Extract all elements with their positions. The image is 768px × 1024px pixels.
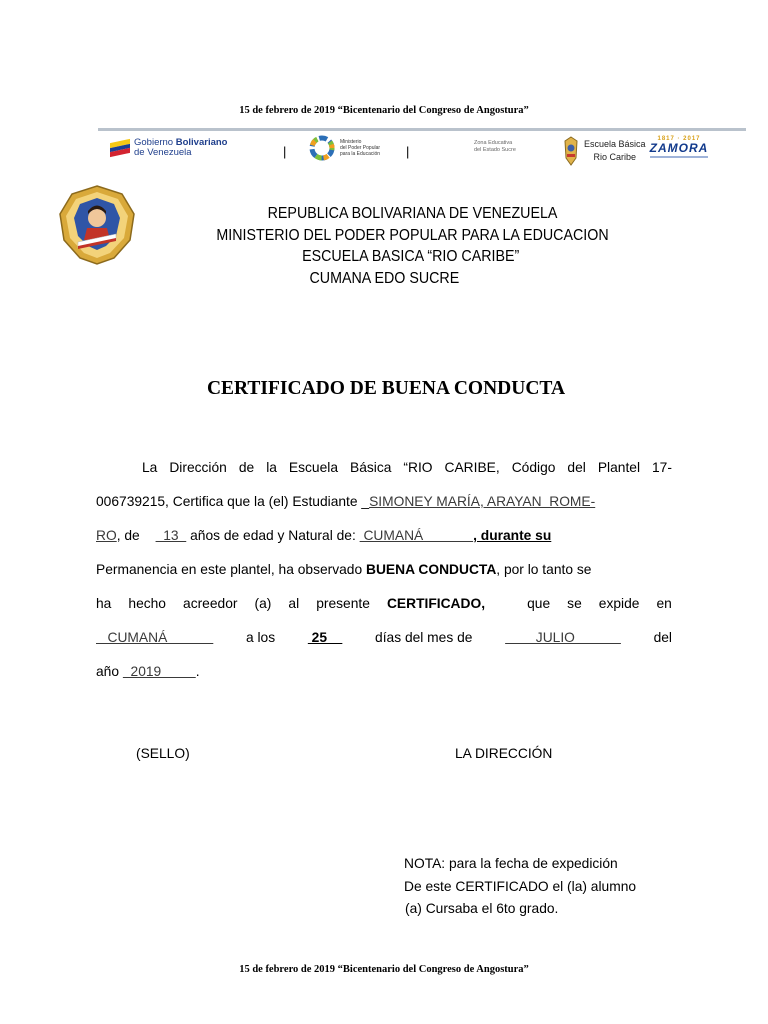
footer-commemorative-date: 15 de febrero de 2019 “Bicentenario del Congreso de Angostura” [239,964,529,975]
ministerio-educacion-logo [308,134,380,162]
body-line-5: ha hecho acreedor (a) al presente CERTIFICADO, que se expide en [96,596,672,611]
document-title: CERTIFICADO DE BUENA CONDUCTA [206,378,566,399]
certificate-body [96,451,672,689]
escuela-rio-caribe-logo [564,136,646,166]
header-commemorative-date: 15 de febrero de 2019 “Bicentenario del Congreso de Angostura” [239,105,529,116]
venezuela-flag-icon [110,139,130,157]
letterhead-school: ESCUELA BASICA “RIO CARIBE” [302,248,520,265]
zamora-years: 1817 · 2017 [657,136,701,142]
zamora-logo [644,136,714,158]
letterhead [31,203,738,289]
issue-city-field: CUMANÁ [96,630,214,645]
ministerio-ring-icon [308,134,336,162]
issue-year-field: 2019 [122,664,196,679]
issue-day-field: 25 [307,630,343,645]
gobierno-bolivariano-logo [110,138,227,158]
note-block [404,853,636,921]
ministerio-text: Ministerio del Poder Popular para la Educación [340,139,381,157]
birthplace-field: CUMANÁ [359,528,474,543]
zona-educativa-logo: Zona Educativa del Estado Sucre [474,140,516,153]
letterhead-location: CUMANA EDO SUCRE [309,269,460,287]
age-field: 13 [155,528,187,543]
issue-month-field: JULIO [505,630,621,645]
banner-divider [98,128,746,131]
seal-label: (SELLO) [136,746,190,761]
direction-signature-label: LA DIRECCIÓN [455,746,553,761]
body-line-4: Permanencia en este plantel, ha observado BUENA CONDUCTA, por lo tanto se [96,562,592,577]
body-line-7: año 2019 . [96,664,200,679]
zamora-name: ZAMORA [649,141,709,155]
student-name-field: SIMONEY MARÍA, ARAYAN ROME- [369,494,596,509]
body-line-3: RO, de 13 años de edad y Natural de: CUMANÁ , durante su [96,528,552,543]
note-line-2: De este CERTIFICADO el (la) alumno [404,878,637,894]
body-line-1: La Dirección de la Escuela Básica “RIO CARIBE, Código del Plantel 17- [142,460,672,475]
note-line-3: (a) Cursaba el 6to grado. [405,901,559,916]
letterhead-republic: REPUBLICA BOLIVARIANA DE VENEZUELA [267,205,558,222]
letterhead-ministry: MINISTERIO DEL PODER POPULAR PARA LA EDUCACION [216,226,609,244]
banner-separator: | [283,144,287,159]
note-line-1: NOTA: para la fecha de expedición [404,856,618,871]
school-shield-icon [564,136,578,166]
gobierno-text: Gobierno Bolivariano de Venezuela [134,137,228,158]
zamora-underline [650,156,708,158]
institutional-banner [98,128,746,176]
escuela-text: Escuela Básica Rio Caribe [584,139,646,162]
banner-separator: | [406,144,410,159]
body-line-2: 006739215, Certifica que la (el) Estudiante _SIMONEY MARÍA, ARAYAN ROME- [96,494,596,509]
body-line-6: CUMANÁ a los 25 días del mes de JULIO del [96,621,672,655]
